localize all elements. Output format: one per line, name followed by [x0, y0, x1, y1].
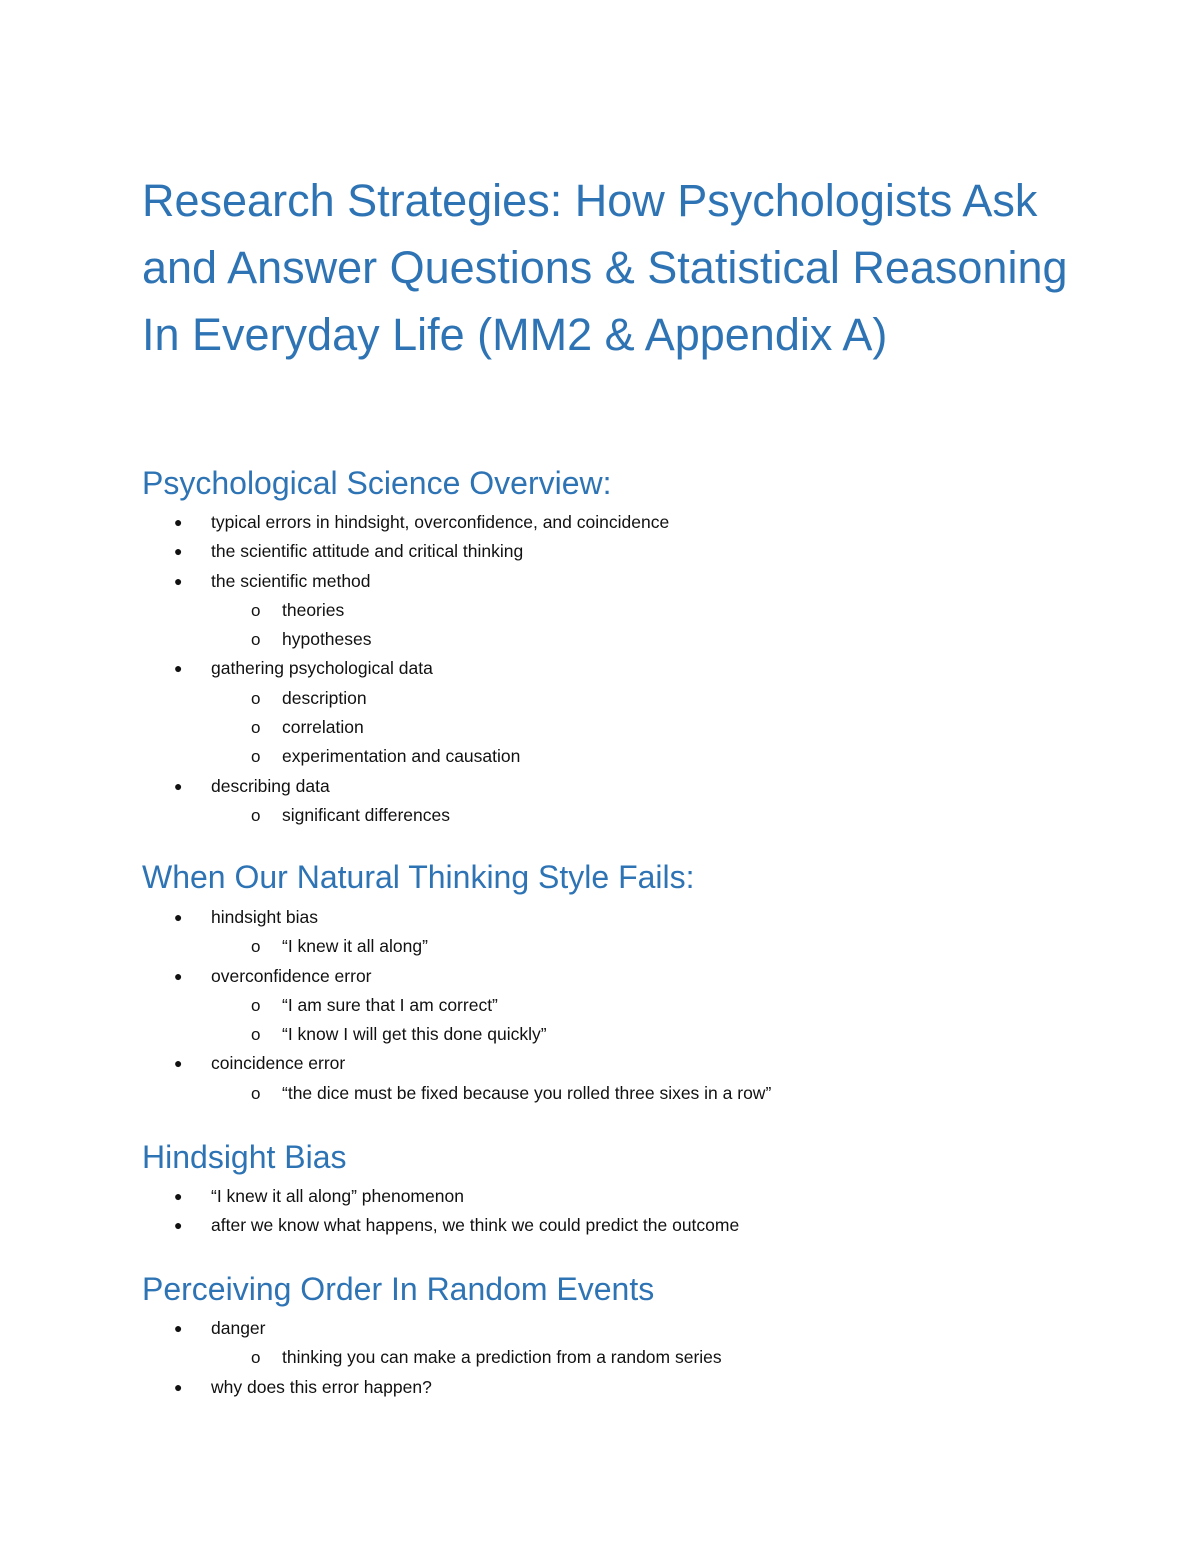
- bullet-item: [0, 1049, 1200, 1078]
- sub-bullet-marker-icon: o: [251, 1025, 261, 1045]
- sub-bullet-item: [0, 1079, 1200, 1108]
- sub-bullet-marker-icon: o: [251, 718, 261, 738]
- bullet-item: [0, 537, 1200, 566]
- sub-bullet-marker-icon: o: [251, 1083, 261, 1103]
- bullet-text: correlation: [282, 717, 364, 738]
- bullet-text: “I knew it all along” phenomenon: [211, 1186, 464, 1206]
- bullet-text: significant differences: [282, 804, 450, 825]
- sub-bullet-marker-icon: o: [251, 995, 261, 1015]
- bullet-text: hindsight bias: [211, 907, 319, 927]
- bullet-item: [0, 772, 1200, 801]
- sub-bullet-item: [0, 801, 1200, 830]
- bullet-marker-icon: ●: [174, 1055, 183, 1072]
- bullet-text: description: [282, 687, 367, 708]
- bullet-text: “the dice must be fixed because you rolled three sixes in a row”: [282, 1082, 772, 1103]
- bullet-text: coincidence error: [211, 1053, 346, 1074]
- sub-bullet-marker-icon: o: [251, 688, 261, 708]
- section-heading-hindsight-bias: Hindsight Bias: [142, 1139, 347, 1175]
- section-list-psychological-science-overview: [0, 508, 1200, 830]
- bullet-marker-icon: ●: [174, 543, 183, 560]
- bullet-text: “I knew it all along”: [282, 936, 428, 957]
- section-list-perceiving-order-random-events: [0, 1314, 1200, 1402]
- sub-bullet-marker-icon: o: [251, 1348, 261, 1368]
- bullet-marker-icon: ●: [174, 1217, 183, 1234]
- bullet-text: experimentation and causation: [282, 746, 521, 767]
- sub-bullet-marker-icon: o: [251, 747, 261, 767]
- bullet-text: thinking you can make a prediction from a random series: [282, 1347, 722, 1368]
- bullet-marker-icon: ●: [174, 1320, 183, 1336]
- sub-bullet-marker-icon: o: [251, 805, 261, 825]
- section-heading-natural-thinking-style-fails: When Our Natural Thinking Style Fails:: [142, 859, 695, 895]
- sub-bullet-item: [0, 991, 1200, 1020]
- section-list-hindsight-bias: [0, 1182, 1200, 1241]
- sub-bullet-marker-icon: o: [251, 630, 261, 650]
- bullet-text: the scientific method: [211, 570, 371, 591]
- sub-bullet-item: [0, 1020, 1200, 1049]
- section-heading-psychological-science-overview: Psychological Science Overview:: [142, 465, 612, 501]
- bullet-item: [0, 508, 1200, 537]
- bullet-marker-icon: ●: [174, 660, 183, 677]
- bullet-marker-icon: ●: [174, 777, 183, 794]
- bullet-item: [0, 962, 1200, 991]
- bullet-text: why does this error happen?: [211, 1376, 432, 1397]
- sub-bullet-item: [0, 625, 1200, 654]
- document-title: Research Strategies: How Psychologists Ask and Answer Questions & Statistical Reasoning In Everyday Life (MM2 & Appendix A): [142, 175, 1068, 360]
- bullet-marker-icon: ●: [174, 514, 183, 530]
- bullet-text: the scientific attitude and critical thinking: [211, 541, 524, 562]
- sub-bullet-item: [0, 684, 1200, 713]
- bullet-text: describing data: [211, 775, 330, 796]
- sub-bullet-item: [0, 742, 1200, 771]
- bullet-text: danger: [211, 1318, 266, 1338]
- bullet-item: [0, 1373, 1200, 1402]
- bullet-text: “I know I will get this done quickly”: [282, 1024, 547, 1045]
- bullet-text: gathering psychological data: [211, 658, 433, 679]
- bullet-text: overconfidence error: [211, 965, 372, 986]
- bullet-marker-icon: ●: [174, 909, 183, 925]
- bullet-text: theories: [282, 599, 345, 620]
- bullet-item: [0, 654, 1200, 683]
- bullet-item: [0, 1314, 1200, 1343]
- sub-bullet-item: [0, 596, 1200, 625]
- bullet-text: after we know what happens, we think we could predict the outcome: [211, 1215, 740, 1236]
- bullet-item: [0, 567, 1200, 596]
- sub-bullet-marker-icon: o: [251, 600, 261, 620]
- bullet-marker-icon: ●: [174, 572, 183, 589]
- bullet-marker-icon: ●: [174, 967, 183, 984]
- bullet-text: hypotheses: [282, 629, 372, 650]
- section-heading-perceiving-order-random-events: Perceiving Order In Random Events: [142, 1271, 655, 1307]
- sub-bullet-item: [0, 932, 1200, 961]
- bullet-marker-icon: ●: [174, 1378, 183, 1395]
- sub-bullet-marker-icon: o: [251, 937, 261, 957]
- bullet-text: “I am sure that I am correct”: [282, 994, 498, 1015]
- bullet-item: [0, 1211, 1200, 1240]
- bullet-item: [0, 903, 1200, 932]
- sub-bullet-item: [0, 713, 1200, 742]
- section-list-natural-thinking-style-fails: [0, 903, 1200, 1108]
- sub-bullet-item: [0, 1343, 1200, 1372]
- bullet-item: [0, 1182, 1200, 1211]
- bullet-text: typical errors in hindsight, overconfidence, and coincidence: [211, 512, 670, 532]
- bullet-marker-icon: ●: [174, 1188, 183, 1204]
